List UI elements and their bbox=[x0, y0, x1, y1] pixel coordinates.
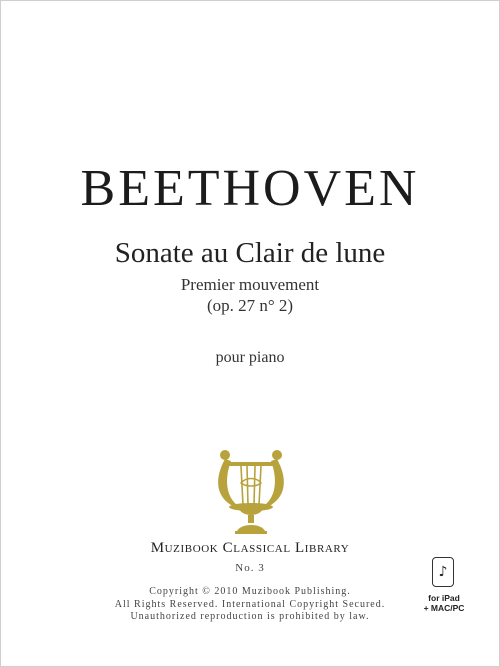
music-note-icon: ♪ bbox=[438, 564, 448, 580]
reproduction-line: Unauthorized reproduction is prohibited by law. bbox=[130, 611, 370, 622]
copyright-line: Copyright © 2010 Muzibook Publishing. bbox=[149, 586, 351, 597]
piece-title: Sonate au Clair de lune bbox=[114, 237, 386, 269]
platform-label bbox=[421, 593, 467, 613]
composer-name: BEETHOVEN bbox=[80, 160, 420, 217]
platform-ipad: for iPad bbox=[428, 593, 460, 603]
lyre-logo-icon bbox=[213, 447, 289, 537]
instrument-label: pour piano bbox=[215, 349, 285, 366]
library-name: Muzibook Classical Library bbox=[150, 540, 350, 556]
volume-number: No. 3 bbox=[235, 562, 265, 574]
movement-name: Premier mouvement bbox=[180, 275, 320, 294]
platform-mac-pc: + MAC/PC bbox=[423, 603, 465, 613]
rights-line: All Rights Reserved. International Copyright Secured. bbox=[114, 598, 386, 610]
tablet-icon bbox=[432, 557, 454, 587]
movement-subtitle bbox=[1, 274, 499, 316]
opus-number: (op. 27 n° 2) bbox=[206, 296, 294, 315]
